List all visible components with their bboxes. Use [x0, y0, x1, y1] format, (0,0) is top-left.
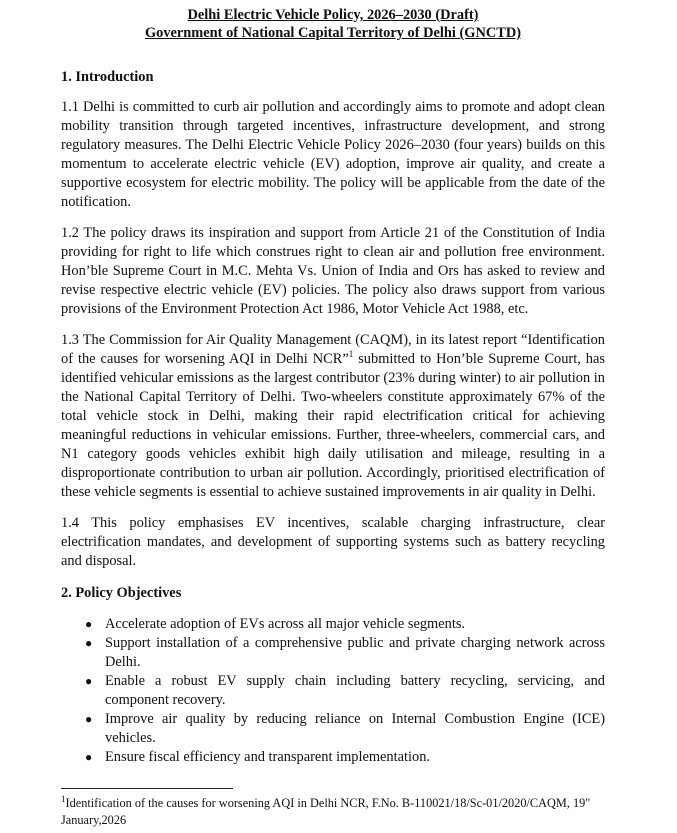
bullet-icon: ●: [85, 636, 93, 650]
paragraph-1-1: 1.1 Delhi is committed to curb air pollution and accordingly aims to promote and adopt clean mobility transition through targeted incentives, infrastructure development, and strong regulatory measures. The Delhi Electric Vehicle Policy 2026–2030 (four years) builds on this momentum to accelerate electric vehicle (EV) adoption, improve air quality, and create a supportive ecosystem for electric mobility. The policy will be applicable from the date of the notification.: [61, 99, 605, 210]
footnote-text: Identification of the causes for worsening AQI in Delhi NCR, F.No. B-110021/18/Sc-01/2020/CAQM, 19" January,2026: [61, 796, 591, 827]
list-item-text: Improve air quality by reducing reliance on Internal Combustion Engine (ICE) vehicles.: [105, 711, 605, 746]
list-item-text: Accelerate adoption of EVs across all major vehicle segments.: [105, 616, 466, 632]
document-subtitle: Government of National Capital Territory of Delhi (GNCTD): [144, 25, 522, 41]
paragraph-1-3-text-b: submitted to Hon’ble Supreme Court, has identified vehicular emissions as the largest contributor (23% during winter) to air pollution in the National Capital Territory of Delhi. Two-wheelers constitute approximately 67% of the total vehicle stock in Delhi, making their rapid electrification critical for achieving meaningful reductions in vehicular emissions. Further, three-wheelers, commercial cars, and N1 category goods vehicles exhibit high daily utilisation and mileage, resulting in a disproportionate contribution to urban air pollution. Accordingly, prioritised electrification of these vehicle segments is essential to achieve sustained improvements in air quality in Delhi.: [61, 351, 605, 500]
section-heading-objectives: 2. Policy Objectives: [61, 585, 182, 601]
list-item: [85, 748, 605, 767]
footnote-reference[interactable]: 1: [348, 349, 354, 360]
list-item-text: Support installation of a comprehensive public and private charging network across Delhi.: [105, 635, 605, 670]
list-item: [85, 672, 605, 710]
list-item-text: Enable a robust EV supply chain including battery recycling, servicing, and component recovery.: [105, 673, 605, 708]
footnote: [61, 795, 605, 829]
bullet-icon: ●: [85, 750, 93, 764]
objectives-list: [61, 615, 605, 767]
paragraph-1-3-text-a: 1.3 The Commission for Air Quality Management (CAQM), in its latest report “Identification of the causes for worsening AQI in Delhi NCR”: [61, 332, 605, 367]
footnote-divider: [61, 788, 233, 789]
document-title: Delhi Electric Vehicle Policy, 2026–2030 (Draft): [187, 7, 479, 23]
list-item: [85, 634, 605, 672]
list-item: [85, 615, 605, 634]
list-item-text: Ensure fiscal efficiency and transparent implementation.: [105, 749, 430, 765]
paragraph-1-2: 1.2 The policy draws its inspiration and support from Article 21 of the Constitution of India providing for right to life which construes right to clean air and pollution free environment. Hon’ble Supreme Court in M.C. Mehta Vs. Union of India and Ors has asked to review and revise respective electric vehicle (EV) policies. The policy also draws support from various provisions of the Environment Protection Act 1986, Motor Vehicle Act 1988, etc.: [61, 225, 605, 317]
bullet-icon: ●: [85, 617, 93, 631]
footnote-marker: 1: [61, 793, 66, 804]
bullet-icon: ●: [85, 674, 93, 688]
bullet-icon: ●: [85, 712, 93, 726]
section-heading-introduction: 1. Introduction: [61, 69, 154, 85]
paragraph-1-4: 1.4 This policy emphasises EV incentives, scalable charging infrastructure, clear electrification mandates, and development of supporting systems such as battery recycling and disposal.: [61, 515, 605, 569]
paragraph-1-3: [61, 331, 605, 502]
list-item: [85, 710, 605, 748]
